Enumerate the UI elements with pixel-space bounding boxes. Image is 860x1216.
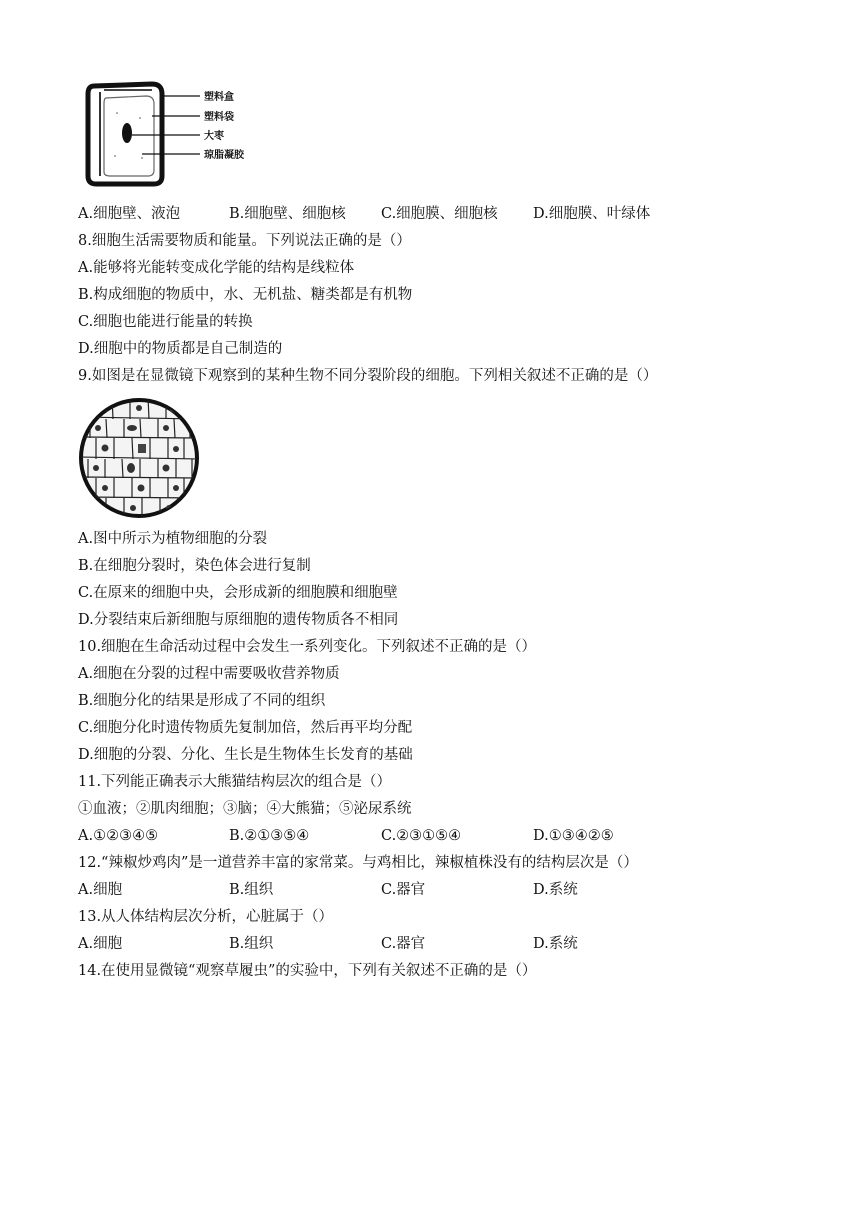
cell-division-figure bbox=[78, 397, 200, 523]
q10-option-b: B.细胞分化的结果是形成了不同的组织 bbox=[78, 693, 326, 709]
q14-stem: 14.在使用显微镜“观察草履虫”的实验中，下列有关叙述不正确的是（） bbox=[78, 963, 537, 979]
q11-items: ①血液；②肌肉细胞；③脑；④大熊猫；⑤泌尿系统 bbox=[78, 801, 412, 817]
q13-option-b: B.组织 bbox=[229, 936, 274, 952]
q7-option-a: A.细胞壁、液泡 bbox=[78, 206, 181, 222]
q9-option-c: C.在原来的细胞中央，会形成新的细胞膜和细胞壁 bbox=[78, 585, 398, 601]
q10-stem: 10.细胞在生命活动过程中会发生一系列变化。下列叙述不正确的是（） bbox=[78, 639, 537, 655]
cell-model-drawing bbox=[82, 78, 272, 190]
q9-option-d: D.分裂结束后新细胞与原细胞的遗传物质各不相同 bbox=[78, 612, 399, 628]
q8-option-c: C.细胞也能进行能量的转换 bbox=[78, 314, 253, 330]
q8-option-b: B.构成细胞的物质中，水、无机盐、糖类都是有机物 bbox=[78, 287, 413, 303]
q8-option-a: A.能够将光能转变成化学能的结构是线粒体 bbox=[78, 260, 355, 276]
q11-option-d: D.①③④②⑤ bbox=[533, 828, 614, 844]
q11-option-c: C.②③①⑤④ bbox=[381, 828, 462, 844]
q13-option-c: C.器官 bbox=[381, 936, 426, 952]
q8-stem: 8.细胞生活需要物质和能量。下列说法正确的是（） bbox=[78, 233, 411, 249]
q12-option-c: C.器官 bbox=[381, 882, 426, 898]
q13-option-d: D.系统 bbox=[533, 936, 578, 952]
microscope-view-drawing bbox=[78, 397, 200, 519]
q7-option-c: C.细胞膜、细胞核 bbox=[381, 206, 498, 222]
q12-option-d: D.系统 bbox=[533, 882, 578, 898]
q7-option-b: B.细胞壁、细胞核 bbox=[229, 206, 346, 222]
q12-option-a: A.细胞 bbox=[78, 882, 123, 898]
q11-option-b: B.②①③⑤④ bbox=[229, 828, 310, 844]
q10-option-d: D.细胞的分裂、分化、生长是生物体生长发育的基础 bbox=[78, 747, 413, 763]
label-jujube: 大枣 bbox=[204, 131, 224, 142]
q12-option-b: B.组织 bbox=[229, 882, 274, 898]
label-plastic-box: 塑料盒 bbox=[204, 92, 234, 103]
label-agar: 琼脂凝胶 bbox=[204, 150, 244, 161]
q13-option-a: A.细胞 bbox=[78, 936, 123, 952]
q13-stem: 13.从人体结构层次分析，心脏属于（） bbox=[78, 909, 334, 925]
q11-stem: 11.下列能正确表示大熊猫结构层次的组合是（） bbox=[78, 774, 392, 790]
q10-option-a: A.细胞在分裂的过程中需要吸收营养物质 bbox=[78, 666, 340, 682]
q9-option-a: A.图中所示为植物细胞的分裂 bbox=[78, 531, 268, 547]
q12-stem: 12.“辣椒炒鸡肉”是一道营养丰富的家常菜。与鸡相比，辣椒植株没有的结构层次是（） bbox=[78, 855, 638, 871]
q7-option-d: D.细胞膜、叶绿体 bbox=[533, 206, 651, 222]
q11-option-a: A.①②③④⑤ bbox=[78, 828, 159, 844]
q8-option-d: D.细胞中的物质都是自己制造的 bbox=[78, 341, 283, 357]
q9-stem: 9.如图是在显微镜下观察到的某种生物不同分裂阶段的细胞。下列相关叙述不正确的是（） bbox=[78, 368, 658, 384]
q9-option-b: B.在细胞分裂时，染色体会进行复制 bbox=[78, 558, 311, 574]
q10-option-c: C.细胞分化时遗传物质先复制加倍，然后再平均分配 bbox=[78, 720, 413, 736]
cell-model-figure bbox=[82, 78, 272, 194]
label-plastic-bag: 塑料袋 bbox=[204, 112, 234, 123]
